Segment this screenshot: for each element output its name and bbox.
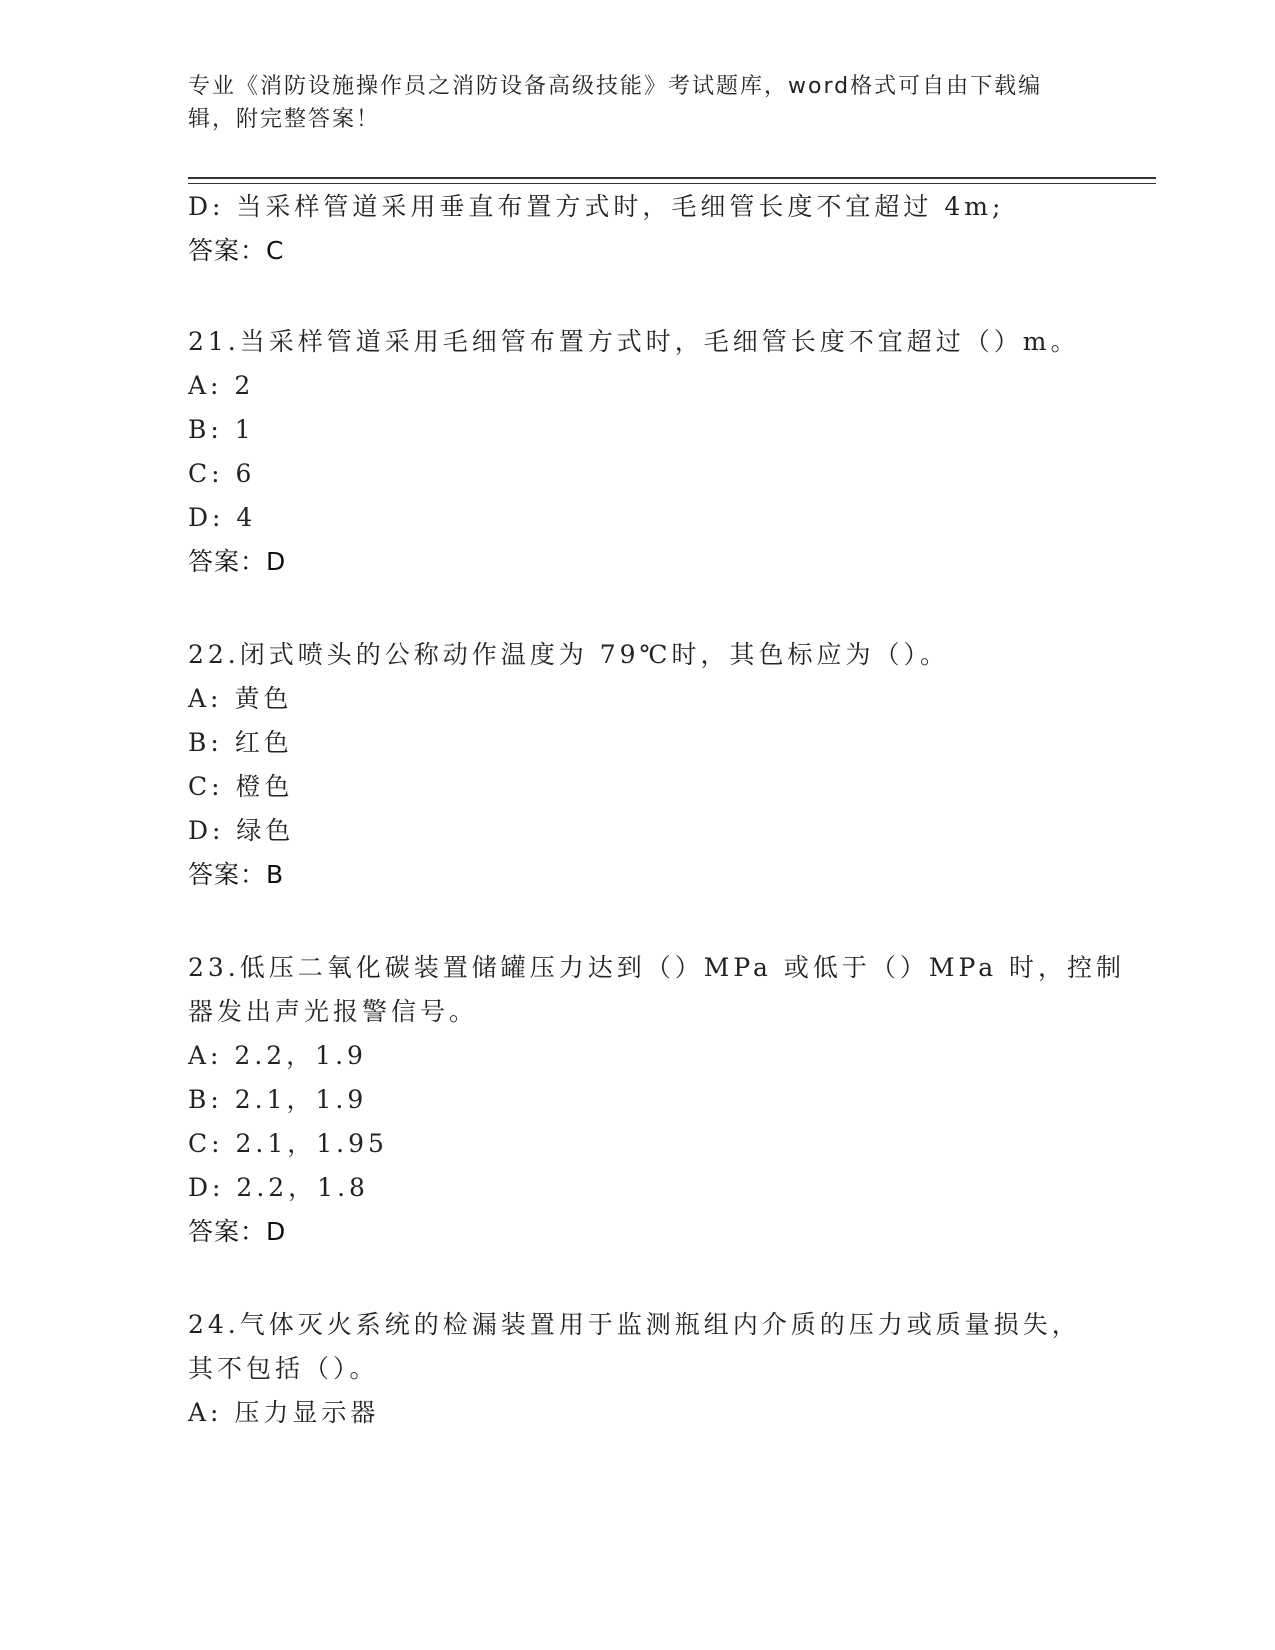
q22-option-b: B: 红色: [188, 728, 293, 757]
q23-stem-line-1: 23.低压二氧化碳装置储罐压力达到（）MPa 或低于（）MPa 时，控制: [188, 953, 1126, 982]
prev-question-option-d: D: 当采样管道采用垂直布置方式时，毛细管长度不宜超过 4m;: [188, 192, 1005, 221]
q21-option-b: B: 1: [188, 415, 255, 444]
q22-option-d: D: 绿色: [188, 816, 295, 845]
q23-stem-line-2: 器发出声光报警信号。: [188, 997, 479, 1026]
q24-stem-line-1: 24.气体灭火系统的检漏装置用于监测瓶组内介质的压力或质量损失，: [188, 1310, 1081, 1339]
q21-stem: 21.当采样管道采用毛细管布置方式时，毛细管长度不宜超过（）m。: [188, 327, 1080, 356]
q22-stem: 22.闭式喷头的公称动作温度为 79℃时，其色标应为（）。: [188, 640, 949, 669]
document-header: 专业《消防设施操作员之消防设备高级技能》考试题库，word格式可自由下载编辑，附完整答案！: [188, 74, 1043, 132]
q21-answer: 答案：D: [188, 547, 287, 576]
q21-option-d: D: 4: [188, 503, 257, 532]
header-divider-thick: [188, 177, 1156, 179]
q22-option-a: A: 黄色: [188, 684, 293, 713]
q22-option-c: C: 橙色: [188, 772, 294, 801]
q21-option-a: A: 2: [188, 371, 255, 400]
q24-option-a: A: 压力显示器: [188, 1398, 380, 1427]
q22-answer: 答案：B: [188, 860, 285, 889]
q23-option-b: B: 2.1，1.9: [188, 1085, 368, 1114]
q23-option-d: D: 2.2，1.8: [188, 1173, 369, 1202]
q21-option-c: C: 6: [188, 459, 256, 488]
prev-question-answer: 答案：C: [188, 236, 285, 265]
q24-stem-line-2: 其不包括（）。: [188, 1354, 379, 1383]
q23-option-a: A: 2.2，1.9: [188, 1041, 367, 1070]
header-divider-thin: [188, 183, 1156, 184]
q23-option-c: C: 2.1，1.95: [188, 1129, 388, 1158]
q23-answer: 答案：D: [188, 1217, 287, 1246]
